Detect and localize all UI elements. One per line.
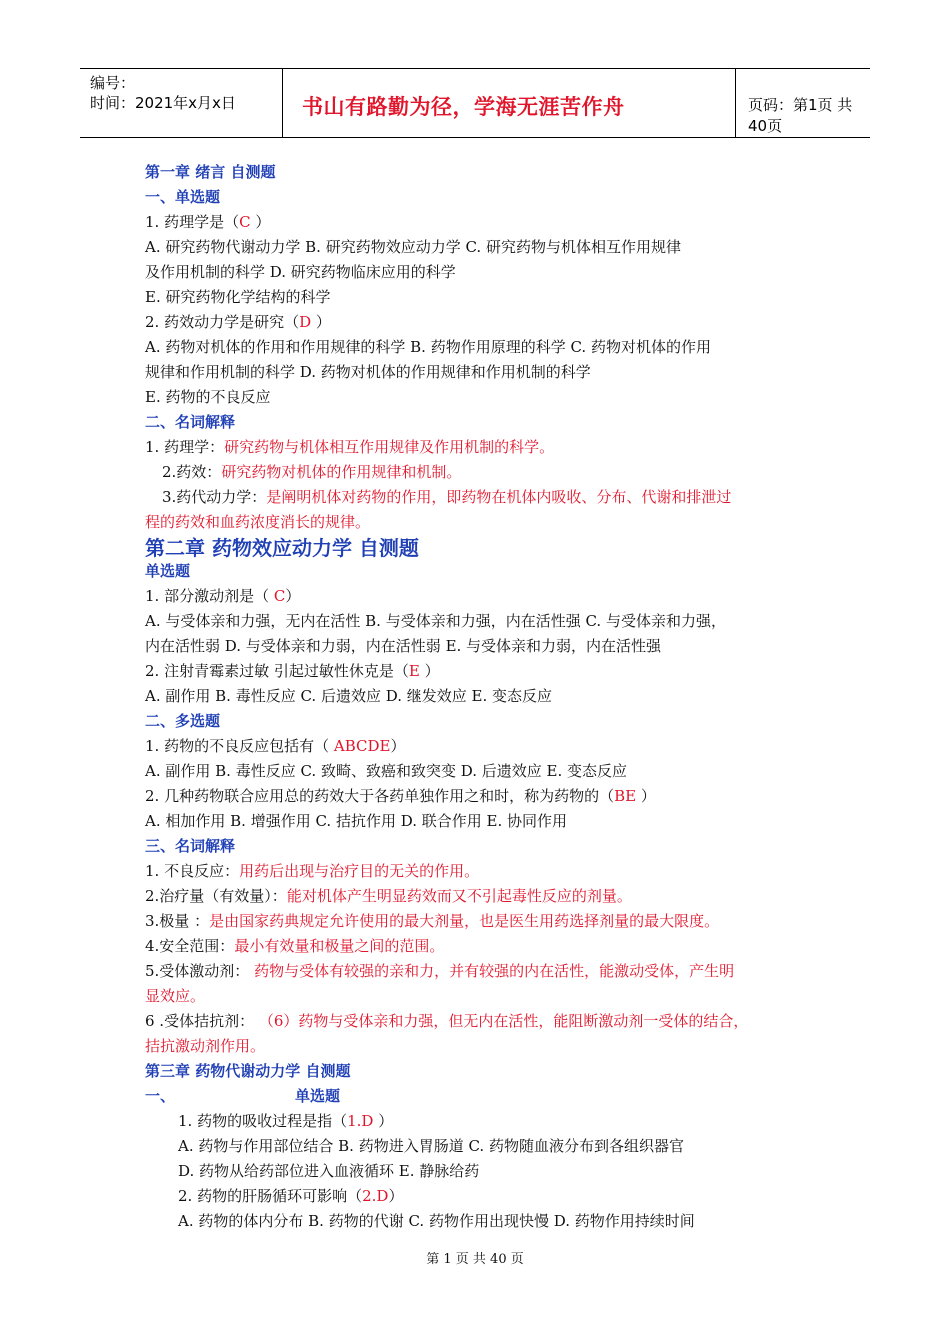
- ch2-term-4: 4.安全范围：最小有效量和极量之间的范围。: [145, 937, 445, 955]
- ch1-question-2: 2. 药效动力学是研究（D ）: [145, 313, 331, 331]
- ch3-q1-options: D. 药物从给药部位进入血液循环 E. 静脉给药: [178, 1162, 480, 1180]
- ch2-term-6-cont: 拮抗激动剂作用。: [145, 1037, 266, 1055]
- ch1-section-terms: 二、名词解释: [145, 413, 236, 431]
- page-indicator: 页码：第1页 共40页: [748, 96, 853, 135]
- ch3-q2-options: A. 药物的体内分布 B. 药物的代谢 C. 药物作用出现快慢 D. 药物作用持续时间: [178, 1212, 695, 1230]
- document-header: [80, 68, 870, 138]
- ch2-question-1: 1. 部分激动剂是（ C）: [145, 587, 301, 605]
- ch2-question-2: 2. 注射青霉素过敏 引起过敏性休克是（E ）: [145, 662, 440, 680]
- ch2-term-5-cont: 显效应。: [145, 987, 206, 1005]
- ch2-term-6: 6 .受体拮抗剂： （6）药物与受体亲和力强，但无内在活性，能阻断激动剂一受体的结合，: [145, 1012, 749, 1030]
- ch1-q2-options: 规律和作用机制的科学 D. 药物对机体的作用规律和作用机制的科学: [145, 363, 591, 381]
- ch2-term-5: 5.受体激动剂： 药物与受体有较强的亲和力，并有较强的内在活性，能激动受体，产生明: [145, 962, 735, 980]
- ch1-q1-options: E. 研究药物化学结构的科学: [145, 288, 331, 306]
- ch2-term-2: 2.治疗量（有效量）：能对机体产生明显药效而又不引起毒性反应的剂量。: [145, 887, 632, 905]
- ch2-mc-question-1: 1. 药物的不良反应包括有（ ABCDE）: [145, 737, 406, 755]
- page-footer: 第 1 页 共 40 页: [426, 1252, 524, 1267]
- ch2-term-3: 3.极量 ：是由国家药典规定允许使用的最大剂量，也是医生用药选择剂量的最大限度。: [145, 912, 720, 930]
- ch1-term-3: 3.药代动力学：是阐明机体对药物的作用，即药物在机体内吸收、分布、代谢和排泄过: [162, 488, 732, 506]
- ch1-section-single-choice: 一、单选题: [145, 188, 221, 206]
- ch2-q1-options: A. 与受体亲和力强，无内在活性 B. 与受体亲和力强，内在活性强 C. 与受体亲和力强，: [145, 612, 726, 630]
- answer: 2.D: [362, 1187, 389, 1205]
- answer: ABCDE: [333, 737, 391, 755]
- ch1-term-1: 1. 药理学：研究药物与机体相互作用规律及作用机制的科学。: [145, 438, 555, 456]
- ch2-mc-question-2: 2. 几种药物联合应用总的药效大于各药单独作用之和时，称为药物的（BE ）: [145, 787, 656, 805]
- ch2-q1-options: 内在活性弱 D. 与受体亲和力弱，内在活性弱 E. 与受体亲和力弱，内在活性强: [145, 637, 662, 655]
- date: 时间：2021年x月x日: [90, 94, 236, 112]
- ch2-term-1: 1. 不良反应：用药后出现与治疗目的无关的作用。: [145, 862, 480, 880]
- motto: 书山有路勤为径，学海无涯苦作舟: [302, 95, 625, 119]
- ch1-question-1: 1. 药理学是（C ）: [145, 213, 271, 231]
- ch2-mc-q2-options: A. 相加作用 B. 增强作用 C. 拮抗作用 D. 联合作用 E. 协同作用: [145, 812, 567, 830]
- answer: E: [408, 662, 420, 680]
- ch2-section-terms: 三、名词解释: [145, 837, 236, 855]
- ch3-q1-options: A. 药物与作用部位结合 B. 药物进入胃肠道 C. 药物随血液分布到各组织器官: [178, 1137, 684, 1155]
- serial-number: 编号：: [90, 74, 136, 92]
- ch1-q1-options: 及作用机制的科学 D. 研究药物临床应用的科学: [145, 263, 456, 281]
- ch2-q2-options: A. 副作用 B. 毒性反应 C. 后遗效应 D. 继发效应 E. 变态反应: [145, 687, 552, 705]
- answer: C: [239, 213, 251, 231]
- ch1-term-3-cont: 程的药效和血药浓度消长的规律。: [145, 513, 371, 531]
- chapter-3-title: 第三章 药物代谢动力学 自测题: [145, 1062, 351, 1080]
- chapter-1-title: 第一章 绪言 自测题: [145, 163, 276, 181]
- ch1-q2-options: A. 药物对机体的作用和作用规律的科学 B. 药物作用原理的科学 C. 药物对机体的作用: [145, 338, 711, 356]
- ch1-q1-options: A. 研究药物代谢动力学 B. 研究药物效应动力学 C. 研究药物与机体相互作用规律: [145, 238, 681, 256]
- ch2-section-single-choice: 单选题: [145, 562, 191, 580]
- ch1-term-2: 2.药效：研究药物对机体的作用规律和机制。: [162, 463, 462, 481]
- ch1-q2-options: E. 药物的不良反应: [145, 388, 271, 406]
- answer: C: [273, 587, 286, 605]
- ch2-section-multi-choice: 二、多选题: [145, 712, 221, 730]
- ch3-question-1: 1. 药物的吸收过程是指（1.D ）: [178, 1112, 394, 1130]
- ch2-mc-q1-options: A. 副作用 B. 毒性反应 C. 致畸、致癌和致突变 D. 后遗效应 E. 变态反应: [145, 762, 627, 780]
- chapter-2-title: 第二章 药物效应动力学 自测题: [145, 536, 419, 560]
- answer: D: [299, 313, 312, 331]
- ch3-question-2: 2. 药物的肝肠循环可影响（2.D）: [178, 1187, 404, 1205]
- answer: BE: [614, 787, 637, 805]
- ch3-section-single-choice: 一、 单选题: [145, 1087, 341, 1105]
- header-meta-cell: [80, 69, 283, 137]
- answer: 1.D: [347, 1112, 374, 1130]
